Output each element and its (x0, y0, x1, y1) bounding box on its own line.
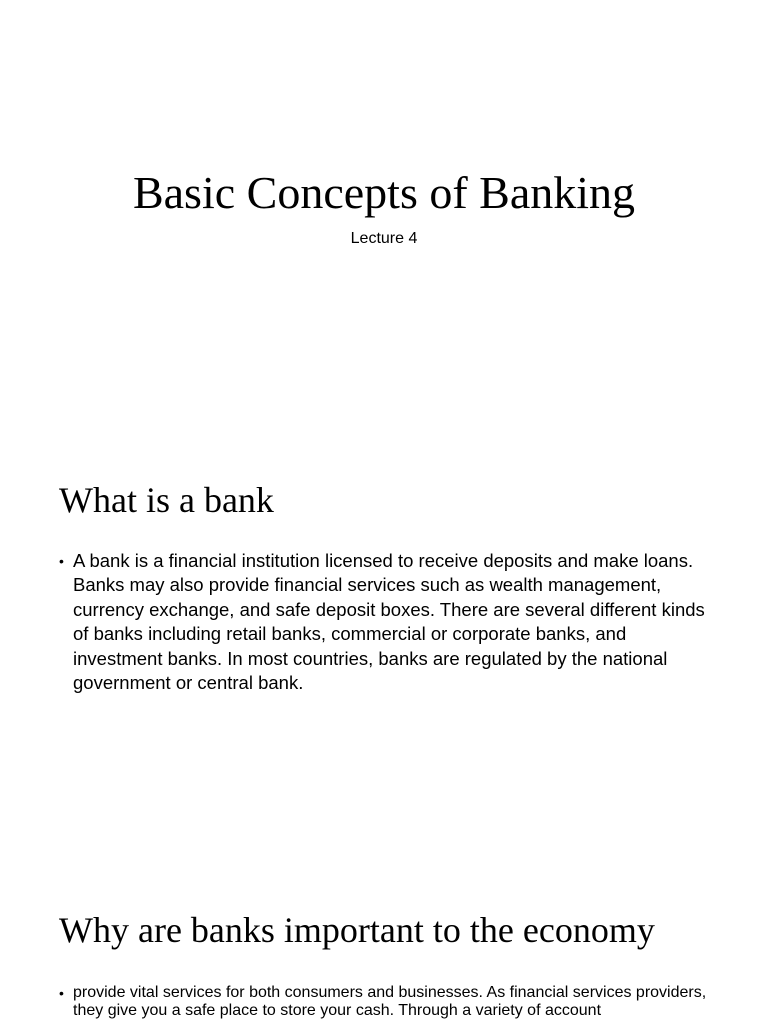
presentation-title: Basic Concepts of Banking (132, 167, 636, 218)
title-slide (0, 0, 768, 432)
bullet-item (59, 984, 709, 1020)
bullet-icon: • (59, 985, 64, 1001)
bullet-list (59, 984, 709, 1020)
slide-heading: Why are banks important to the economy (59, 910, 655, 950)
slide-heading: What is a bank (59, 480, 274, 520)
bullet-text: provide vital services for both consumers and businesses. As financial services providers, they give you a safe place to store your cash. Through a variety of account (73, 984, 707, 1019)
bullet-icon: • (59, 553, 64, 569)
bullet-item (59, 549, 709, 695)
bullet-text: A bank is a financial institution licensed to receive deposits and make loans. Banks may also provide financial services such as wealth management, currency exchange, and safe deposit boxes. There are several different kinds of banks including retail banks, commercial or corporate banks, and investment banks. In most countries, banks are regulated by the national government or central bank. (73, 550, 705, 694)
presentation-subtitle: Lecture 4 (350, 230, 418, 247)
why-banks-important-slide (0, 864, 768, 1024)
bullet-list (59, 549, 709, 695)
what-is-a-bank-slide (0, 432, 768, 864)
